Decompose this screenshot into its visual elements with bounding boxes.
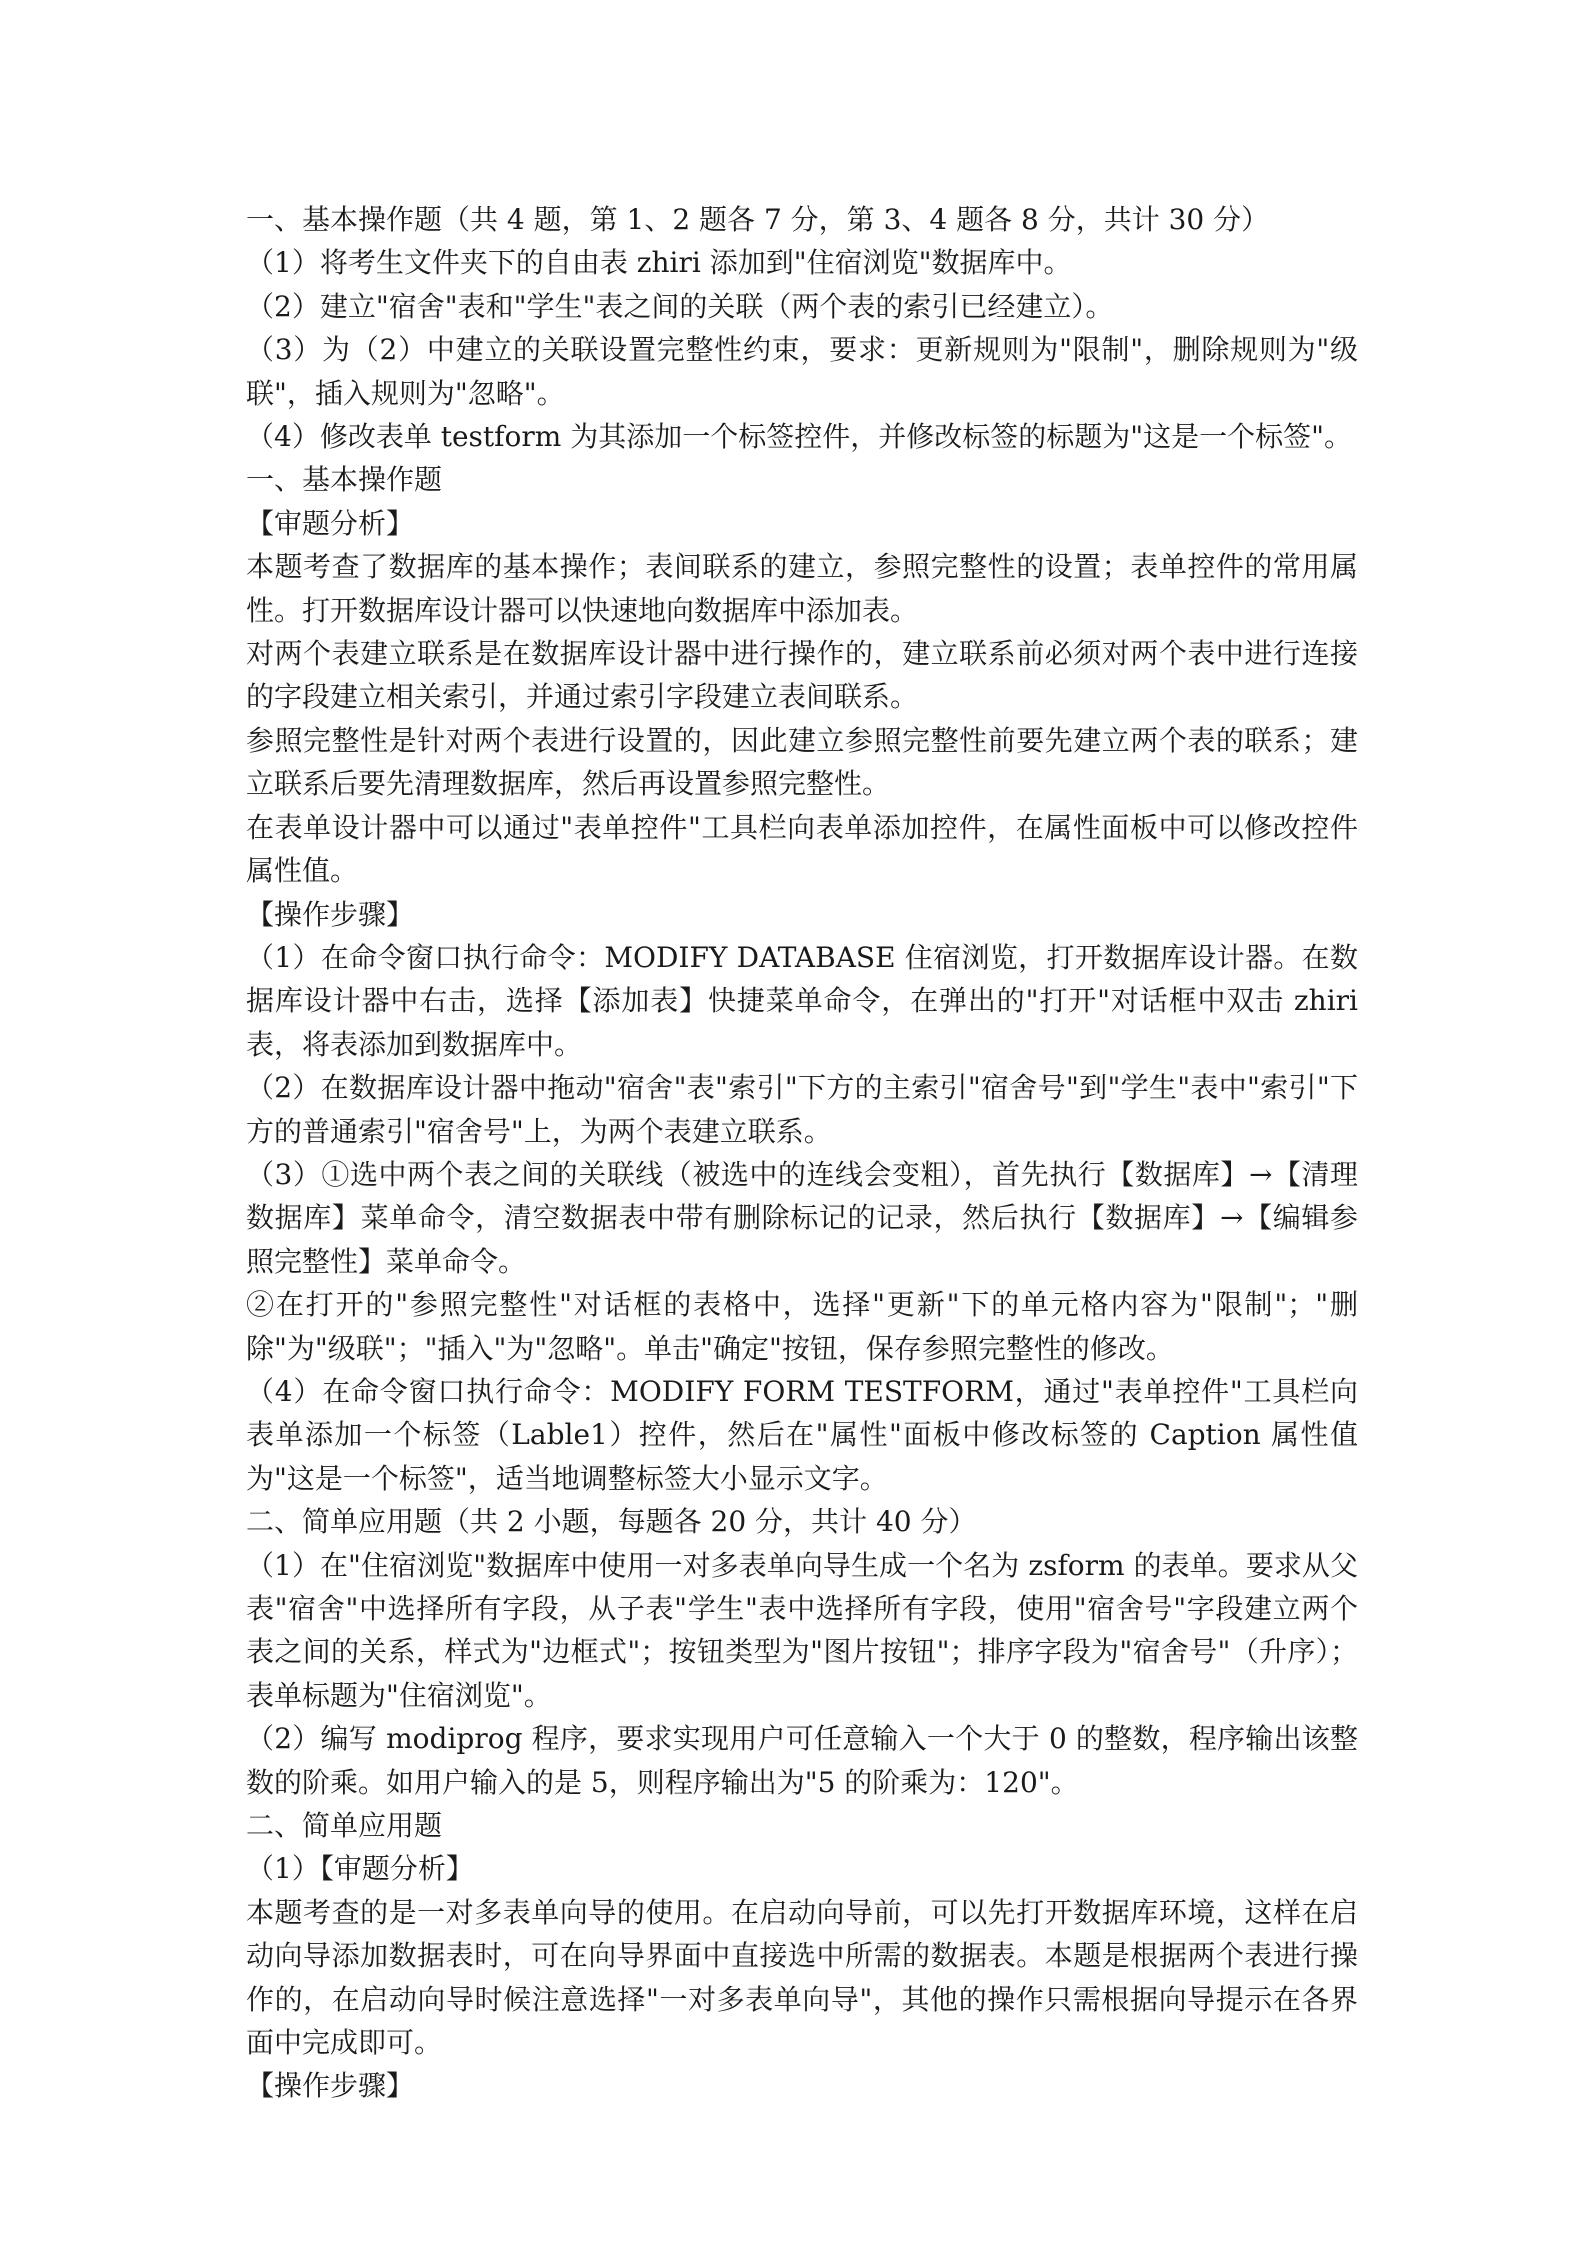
analysis-heading: 【审题分析】 — [246, 506, 415, 540]
analysis-heading: （1）【审题分析】 — [246, 1852, 474, 1886]
document-body — [246, 198, 1367, 2108]
question-1-heading: 一、基本操作题（共 4 题，第 1、2 题各 7 分，第 3、4 题各 8 分，共计 30 分） — [246, 203, 1270, 236]
step-paragraph: （4）在命令窗口执行命令：MODIFY FORM TESTFORM，通过"表单控件"工具栏向表单添加一个标签（Lable1）控件，然后在"属性"面板中修改标签的 Caption 属性值为"这是一个标签"，适当地调整标签大小显示文字。 — [246, 1374, 1358, 1495]
question-1-item-1: （1）将考生文件夹下的自由表 zhiri 添加到"住宿浏览"数据库中。 — [246, 246, 1072, 280]
answer-1-heading: 一、基本操作题 — [246, 463, 443, 497]
question-2-heading: 二、简单应用题（共 2 小题，每题各 20 分，共计 40 分） — [246, 1505, 977, 1539]
question-2-item-2: （2）编写 modiprog 程序，要求实现用户可任意输入一个大于 0 的整数，程序输出该整数的阶乘。如用户输入的是 5，则程序输出为"5 的阶乘为：120"。 — [246, 1722, 1358, 1799]
steps-heading: 【操作步骤】 — [246, 897, 415, 931]
analysis-paragraph: 本题考查了数据库的基本操作；表间联系的建立，参照完整性的设置；表单控件的常用属性。打开数据库设计器可以快速地向数据库中添加表。 — [246, 550, 1358, 627]
step-paragraph: （1）在命令窗口执行命令：MODIFY DATABASE 住宿浏览，打开数据库设计器。在数据库设计器中右击，选择【添加表】快捷菜单命令，在弹出的"打开"对话框中双击 zhiri 表，将表添加到数据库中。 — [246, 940, 1367, 1061]
question-1-item-3: （3）为（2）中建立的关联设置完整性约束，要求：更新规则为"限制"，删除规则为"级联"，插入规则为"忽略"。 — [246, 333, 1358, 410]
question-1-item-2: （2）建立"宿舍"表和"学生"表之间的关联（两个表的索引已经建立）。 — [246, 289, 1114, 323]
step-paragraph: （2）在数据库设计器中拖动"宿舍"表"索引"下方的主索引"宿舍号"到"学生"表中"索引"下方的普通索引"宿舍号"上，为两个表建立联系。 — [246, 1071, 1358, 1148]
steps-heading: 【操作步骤】 — [246, 2069, 415, 2103]
step-paragraph: ②在打开的"参照完整性"对话框的表格中，选择"更新"下的单元格内容为"限制"；"删除"为"级联"；"插入"为"忽略"。单击"确定"按钮，保存参照完整性的修改。 — [246, 1288, 1358, 1365]
analysis-paragraph: 在表单设计器中可以通过"表单控件"工具栏向表单添加控件，在属性面板中可以修改控件属性值。 — [246, 810, 1358, 888]
step-paragraph: （3）①选中两个表之间的关联线（被选中的连线会变粗），首先执行【数据库】→【清理数据库】菜单命令，清空数据表中带有删除标记的记录，然后执行【数据库】→【编辑参照完整性】菜单命令。 — [246, 1157, 1358, 1278]
analysis-paragraph: 参照完整性是针对两个表进行设置的，因此建立参照完整性前要先建立两个表的联系；建立联系后要先清理数据库，然后再设置参照完整性。 — [246, 723, 1358, 801]
question-1-item-4: （4）修改表单 testform 为其添加一个标签控件，并修改标签的标题为"这是一个标签"。 — [246, 420, 1352, 454]
answer-2-heading: 二、简单应用题 — [246, 1809, 443, 1843]
question-2-item-1: （1）在"住宿浏览"数据库中使用一对多表单向导生成一个名为 zsform 的表单。要求从父表"宿舍"中选择所有字段，从子表"学生"表中选择所有字段，使用"宿舍号"字段建立两个表之间的关系，样式为"边框式"；按钮类型为"图片按钮"；排序字段为"宿舍号"（升序）；表单标题为"住宿浏览"。 — [246, 1548, 1358, 1712]
analysis-paragraph: 对两个表建立联系是在数据库设计器中进行操作的，建立联系前必须对两个表中进行连接的字段建立相关索引，并通过索引字段建立表间联系。 — [246, 637, 1358, 714]
analysis-paragraph: 本题考查的是一对多表单向导的使用。在启动向导前，可以先打开数据库环境，这样在启动向导添加数据表时，可在向导界面中直接选中所需的数据表。本题是根据两个表进行操作的，在启动向导时候注意选择"一对多表单向导"，其他的操作只需根据向导提示在各界面中完成即可。 — [246, 1895, 1358, 2060]
